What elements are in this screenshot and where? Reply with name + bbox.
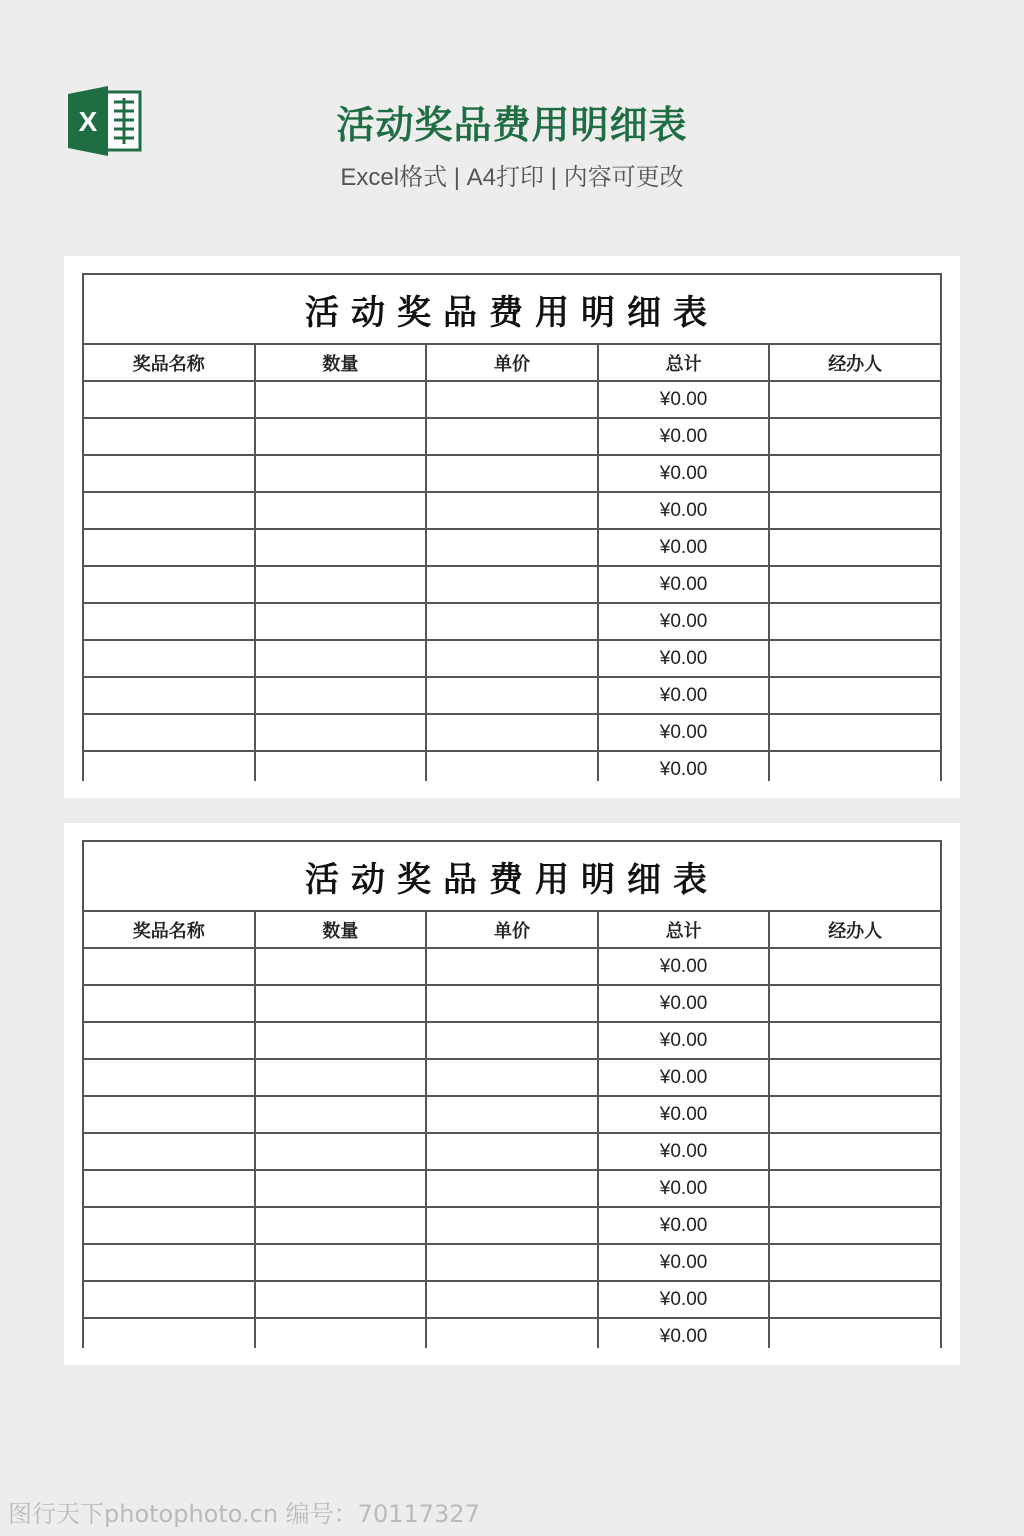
cell-handler[interactable] <box>769 714 941 751</box>
cell-quantity[interactable] <box>255 948 427 985</box>
cell-quantity[interactable] <box>255 1022 427 1059</box>
column-header-total: 总计 <box>598 344 770 381</box>
table-row <box>83 985 941 1022</box>
table-row <box>83 1170 941 1207</box>
column-header-handler: 经办人 <box>769 344 941 381</box>
cell-quantity[interactable] <box>255 1281 427 1318</box>
table-row <box>83 1207 941 1244</box>
cell-prize-name[interactable] <box>83 1244 255 1281</box>
table-row <box>83 948 941 985</box>
cell-total[interactable]: ¥0.00 <box>598 492 770 529</box>
cell-handler[interactable] <box>769 603 941 640</box>
table-row <box>83 714 941 751</box>
cell-total[interactable]: ¥0.00 <box>598 1059 770 1096</box>
cell-prize-name[interactable] <box>83 640 255 677</box>
table-row <box>83 640 941 677</box>
expense-table-2 <box>82 840 942 1348</box>
page-title: 活动奖品费用明细表 <box>336 103 688 147</box>
cell-prize-name[interactable] <box>83 1207 255 1244</box>
cell-quantity[interactable] <box>255 1318 427 1348</box>
cell-total[interactable]: ¥0.00 <box>598 455 770 492</box>
table-body <box>83 381 941 781</box>
watermark-text: 图行天下photophoto.cn 编号：70117327 <box>8 1500 480 1528</box>
cell-prize-name[interactable] <box>83 1170 255 1207</box>
table-row <box>83 677 941 714</box>
table-row <box>83 1133 941 1170</box>
cell-quantity[interactable] <box>255 714 427 751</box>
cell-total[interactable]: ¥0.00 <box>598 985 770 1022</box>
cell-total[interactable]: ¥0.00 <box>598 1170 770 1207</box>
cell-quantity[interactable] <box>255 455 427 492</box>
cell-quantity[interactable] <box>255 1207 427 1244</box>
cell-total[interactable]: ¥0.00 <box>598 714 770 751</box>
cell-quantity[interactable] <box>255 1059 427 1096</box>
table-row <box>83 1096 941 1133</box>
cell-quantity[interactable] <box>255 529 427 566</box>
cell-total[interactable]: ¥0.00 <box>598 1022 770 1059</box>
cell-handler[interactable] <box>769 1244 941 1281</box>
cell-quantity[interactable] <box>255 566 427 603</box>
sheet-card-1 <box>64 256 960 798</box>
cell-total[interactable]: ¥0.00 <box>598 1318 770 1348</box>
table-row <box>83 492 941 529</box>
cell-unit-price[interactable] <box>426 1096 598 1133</box>
cell-handler[interactable] <box>769 985 941 1022</box>
sheet-title: 活动奖品费用明细表 <box>83 274 941 344</box>
cell-prize-name[interactable] <box>83 381 255 418</box>
table-body <box>83 948 941 1348</box>
cell-handler[interactable] <box>769 948 941 985</box>
cell-handler[interactable] <box>769 1281 941 1318</box>
cell-handler[interactable] <box>769 418 941 455</box>
sheet-card-2 <box>64 823 960 1365</box>
table-row <box>83 1059 941 1096</box>
cell-unit-price[interactable] <box>426 948 598 985</box>
cell-prize-name[interactable] <box>83 603 255 640</box>
cell-handler[interactable] <box>769 455 941 492</box>
column-header-handler: 经办人 <box>769 911 941 948</box>
cell-quantity[interactable] <box>255 1096 427 1133</box>
cell-prize-name[interactable] <box>83 1059 255 1096</box>
cell-unit-price[interactable] <box>426 1022 598 1059</box>
column-header-prize-name: 奖品名称 <box>83 911 255 948</box>
cell-unit-price[interactable] <box>426 1207 598 1244</box>
cell-prize-name[interactable] <box>83 985 255 1022</box>
cell-handler[interactable] <box>769 1133 941 1170</box>
cell-total[interactable]: ¥0.00 <box>598 1096 770 1133</box>
table-row <box>83 1281 941 1318</box>
cell-prize-name[interactable] <box>83 1133 255 1170</box>
column-header-unit-price: 单价 <box>426 911 598 948</box>
cell-handler[interactable] <box>769 751 941 781</box>
cell-total[interactable]: ¥0.00 <box>598 1133 770 1170</box>
cell-quantity[interactable] <box>255 1170 427 1207</box>
cell-prize-name[interactable] <box>83 455 255 492</box>
spreadsheet-1 <box>82 273 942 781</box>
cell-handler[interactable] <box>769 1318 941 1348</box>
cell-handler[interactable] <box>769 1096 941 1133</box>
svg-text:X: X <box>78 106 98 137</box>
cell-handler[interactable] <box>769 566 941 603</box>
cell-unit-price[interactable] <box>426 640 598 677</box>
header-row <box>83 344 941 381</box>
cell-total[interactable]: ¥0.00 <box>598 1281 770 1318</box>
cell-quantity[interactable] <box>255 985 427 1022</box>
cell-unit-price[interactable] <box>426 566 598 603</box>
cell-quantity[interactable] <box>255 751 427 781</box>
cell-unit-price[interactable] <box>426 714 598 751</box>
cell-quantity[interactable] <box>255 1133 427 1170</box>
table-row <box>83 381 941 418</box>
cell-prize-name[interactable] <box>83 714 255 751</box>
sheet-title: 活动奖品费用明细表 <box>83 841 941 911</box>
column-header-quantity: 数量 <box>255 344 427 381</box>
table-row <box>83 751 941 781</box>
page-subtitle: Excel格式 | A4打印 | 内容可更改 <box>340 164 684 191</box>
table-row <box>83 529 941 566</box>
cell-quantity[interactable] <box>255 418 427 455</box>
cell-unit-price[interactable] <box>426 1059 598 1096</box>
cell-unit-price[interactable] <box>426 455 598 492</box>
cell-total[interactable]: ¥0.00 <box>598 751 770 781</box>
column-header-prize-name: 奖品名称 <box>83 344 255 381</box>
cell-handler[interactable] <box>769 381 941 418</box>
cell-prize-name[interactable] <box>83 566 255 603</box>
cell-prize-name[interactable] <box>83 948 255 985</box>
cell-quantity[interactable] <box>255 381 427 418</box>
cell-total[interactable]: ¥0.00 <box>598 529 770 566</box>
cell-prize-name[interactable] <box>83 1096 255 1133</box>
cell-prize-name[interactable] <box>83 1022 255 1059</box>
cell-handler[interactable] <box>769 640 941 677</box>
table-row <box>83 1318 941 1348</box>
cell-unit-price[interactable] <box>426 677 598 714</box>
cell-quantity[interactable] <box>255 492 427 529</box>
cell-unit-price[interactable] <box>426 985 598 1022</box>
cell-prize-name[interactable] <box>83 529 255 566</box>
table-row <box>83 566 941 603</box>
cell-unit-price[interactable] <box>426 603 598 640</box>
cell-handler[interactable] <box>769 1059 941 1096</box>
cell-prize-name[interactable] <box>83 677 255 714</box>
cell-total[interactable]: ¥0.00 <box>598 603 770 640</box>
expense-table-1 <box>82 273 942 781</box>
table-row <box>83 1022 941 1059</box>
cell-total[interactable]: ¥0.00 <box>598 418 770 455</box>
table-row <box>83 418 941 455</box>
cell-quantity[interactable] <box>255 677 427 714</box>
cell-unit-price[interactable] <box>426 1318 598 1348</box>
header-row <box>83 911 941 948</box>
cell-prize-name[interactable] <box>83 751 255 781</box>
cell-quantity[interactable] <box>255 1244 427 1281</box>
table-row <box>83 1244 941 1281</box>
cell-handler[interactable] <box>769 529 941 566</box>
cell-handler[interactable] <box>769 1022 941 1059</box>
cell-unit-price[interactable] <box>426 1170 598 1207</box>
cell-total[interactable]: ¥0.00 <box>598 1244 770 1281</box>
spreadsheet-2 <box>82 840 942 1348</box>
cell-quantity[interactable] <box>255 603 427 640</box>
cell-unit-price[interactable] <box>426 1133 598 1170</box>
cell-handler[interactable] <box>769 492 941 529</box>
cell-prize-name[interactable] <box>83 492 255 529</box>
cell-prize-name[interactable] <box>83 1281 255 1318</box>
cell-unit-price[interactable] <box>426 751 598 781</box>
cell-total[interactable]: ¥0.00 <box>598 948 770 985</box>
cell-prize-name[interactable] <box>83 418 255 455</box>
cell-total[interactable]: ¥0.00 <box>598 677 770 714</box>
cell-unit-price[interactable] <box>426 529 598 566</box>
cell-unit-price[interactable] <box>426 381 598 418</box>
cell-total[interactable]: ¥0.00 <box>598 381 770 418</box>
cell-quantity[interactable] <box>255 640 427 677</box>
cell-unit-price[interactable] <box>426 1244 598 1281</box>
cell-total[interactable]: ¥0.00 <box>598 1207 770 1244</box>
cell-handler[interactable] <box>769 1207 941 1244</box>
cell-unit-price[interactable] <box>426 492 598 529</box>
table-row <box>83 455 941 492</box>
cell-unit-price[interactable] <box>426 418 598 455</box>
cell-total[interactable]: ¥0.00 <box>598 640 770 677</box>
cell-handler[interactable] <box>769 1170 941 1207</box>
column-header-unit-price: 单价 <box>426 344 598 381</box>
column-header-quantity: 数量 <box>255 911 427 948</box>
cell-total[interactable]: ¥0.00 <box>598 566 770 603</box>
cell-unit-price[interactable] <box>426 1281 598 1318</box>
table-row <box>83 603 941 640</box>
column-header-total: 总计 <box>598 911 770 948</box>
cell-handler[interactable] <box>769 677 941 714</box>
cell-prize-name[interactable] <box>83 1318 255 1348</box>
